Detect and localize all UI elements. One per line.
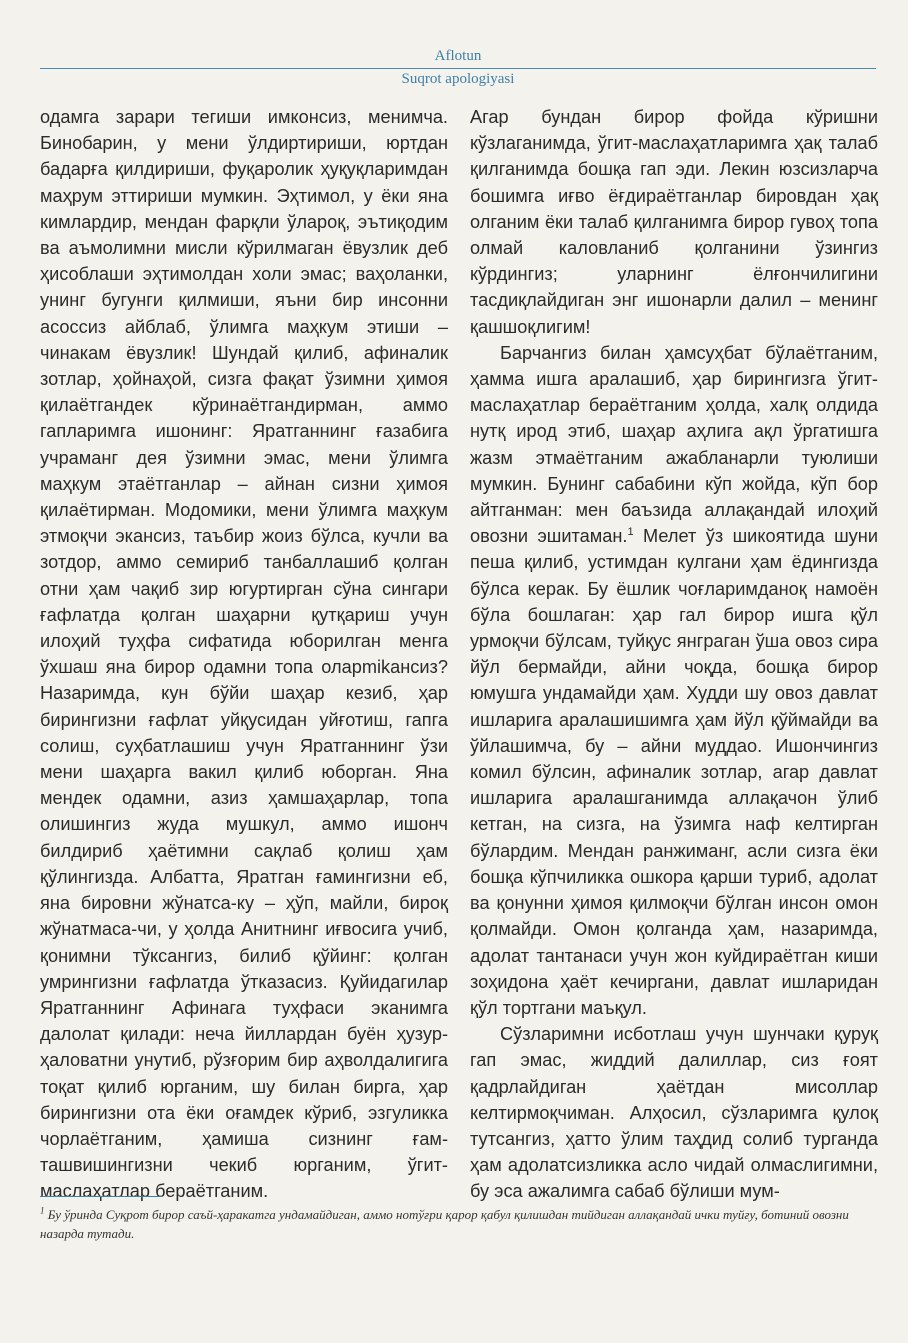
chapter-title: Suqrot apologiyasi	[401, 71, 515, 87]
right-column	[470, 104, 878, 1205]
footnote-rule	[40, 1196, 162, 1197]
footnote-reference[interactable]: 1	[627, 526, 634, 539]
footnote-text: Бу ўринда Суқрот бирор саъй-ҳаракатга ундамайдиган, аммо нотўғри қарор қабул қилишдан тийдиган аллақандай ички туйғу, ботиний овозни назарда тутади.	[40, 1207, 849, 1241]
book-title: Aflotun	[434, 48, 482, 64]
paragraph: Агар бундан бирор фойда кўришни кўзлаганимда, ўгит-маслаҳатларимга ҳақ талаб қилганимда бошқа гап эди. Лекин юзсизларча бошимга иғво ёғдираётганлар бировдан ҳақ олганим ёки талаб қилганимга бирор гувоҳ топа олмай каловланиб қолганини ўзингиз кўрдингиз; уларнинг ёлғончилигини тасдиқлайдиган энг ишонарли далил – менинг қашшоқлигим!	[470, 107, 878, 337]
paragraph-text: Мелет ўз шикоятида шуни пеша қилиб, устимдан кулгани ҳам ёдингизда бўлса керак. Бу ёшлик чоғларимданоқ намоён бўла бошлаган: ҳар гал бирор ишга қўл урмоқчи бўлсам, туйқус янграган ўша овоз сира йўл бермайди, айни чоқда, бошқа бирор юмушга ундамайди ҳам. Худди шу овоз давлат ишларига аралашишимга ҳам йўл қўймайди ва ўйлашимча, бу – айни муддао. Ишончингиз комил бўлсин, афиналик зотлар, агар давлат ишларига аралашганимда аллақачон ўлиб кетган, на сизга, на ўзимга наф келтирган бўлардим. Мендан ранжиманг, асли сизга ёки бошқа кўпчиликка ошкора қарши туриб, адолат ва қонунни ҳимоя қилмоқчи бўлган инсон омон қолмайди. Омон қолганда ҳам, назаримда, адолат тантанаси учун жон куйдираётган киши зоҳидона ҳаёт кечиргани, давлат ишларидан қўл тортгани маъқул.	[470, 526, 878, 1018]
footnote	[40, 1205, 876, 1243]
left-column	[40, 104, 448, 1205]
running-header	[40, 46, 876, 89]
paragraph-text: Барчангиз билан ҳамсуҳбат бўлаётганим, ҳамма ишга аралашиб, ҳар бирингизга ўгит-маслаҳатлар бераётганим ҳолда, халқ олдида нутқ ирод этиб, шаҳар аҳлига ақл ўргатишга жазм этмаётганим ажабланарли туюлиши мумкин. Бунинг сабабини кўп жойда, кўп бор айтганман: мен баъзида аллақандай илоҳий овозни эшитаман.	[470, 342, 878, 547]
paragraph: одамга зарари тегиши имконсиз, менимча. Бинобарин, у мени ўлдиртириши, юртдан бадарға қилдириши, фуқаролик ҳуқуқларимдан маҳрум эттириши мумкин. Эҳтимол, у ёки яна кимлардир, мендан фарқли ўлароқ, эътиқодим ва аъмолимни мисли кўрилмаган ёвузлик деб ҳисоблаши эҳтимолдан холи эмас; ваҳоланки, унинг бугунги қилмиши, яъни бир инсонни асоссиз айблаб, ўлимга маҳкум этиши – чинакам ёвузлик! Шундай қилиб, афиналик зотлар, ҳойнаҳой, сизга фақат ўзимни ҳимоя қилаётгандек кўринаётгандирман, аммо гапларимга ишонинг: Яратганнинг ғазабига учраманг дея ўзимни эмас, мени ўлимга маҳкум этаётганлар – айнан сизни ҳимоя қилаётирман. Модомики, мени ўлимга маҳкум этмоқчи экансиз, таъбир жоиз бўлса, кучли ва зотдор, аммо семириб танбаллашиб қолган отни ҳам чақиб зир югуртирган сўна сингари ғафлатда қолган шаҳарни қутқариш учун илоҳий туҳфа сифатида юборилган менга ўхшаш яна бирор одамни топа оларmikансиз? Назаримда, кун бўйи шаҳар кезиб, ҳар бирингизни ғафлат уйқусидан уйғотиш, гапга солиш, суҳбатлашиш учун Яратганнинг ўзи мени шаҳарга вакил қилиб юборган. Яна мендек одамни, азиз ҳамшаҳарлар, топа олишингиз жуда мушкул, аммо ишонч билдириб ҳаётимни сақлаб қолиш ҳам қўлингизда. Албатта, Яратган ғамингизни еб, яна бировни жўнатса-ку – ҳўп, майли, бироқ жўнатмаса-чи, у ҳолда Анитнинг иғвосига учиб, қонимни тўксангиз, билиб қўйинг: қолган умрингизни ғафлатда ўтказасиз. Қуйидагилар Яратганнинг Афинага туҳфаси эканимга далолат қилади: неча йиллардан буён ҳузур-ҳаловатни унутиб, рўзғорим бир аҳволдалигига тоқат қилиб юрганим, шу билан бирга, ҳар бирингизни ота ёки оғамдек кўриб, эзгуликка чорлаётганим, ҳамиша сизнинг ғам-ташвишингизни чекиб юрганим, ўгит-маслаҳатлар бераётганим.	[40, 107, 448, 1202]
footnote-mark: 1	[40, 1205, 45, 1216]
paragraph	[470, 340, 878, 1021]
paragraph: Сўзларимни исботлаш учун шунчаки қуруқ гап эмас, жиддий далиллар, сиз ғоят қадрлайдиган ҳаётдан мисоллар келтирмоқчиман. Алҳосил, сўзларимга қулоқ тутсангиз, ҳатто ўлим таҳдид солиб турганда ҳам адолатсизликка асло чидай олмаслигимни, бу эса ажалимга сабаб бўлиши мум-	[470, 1024, 878, 1202]
